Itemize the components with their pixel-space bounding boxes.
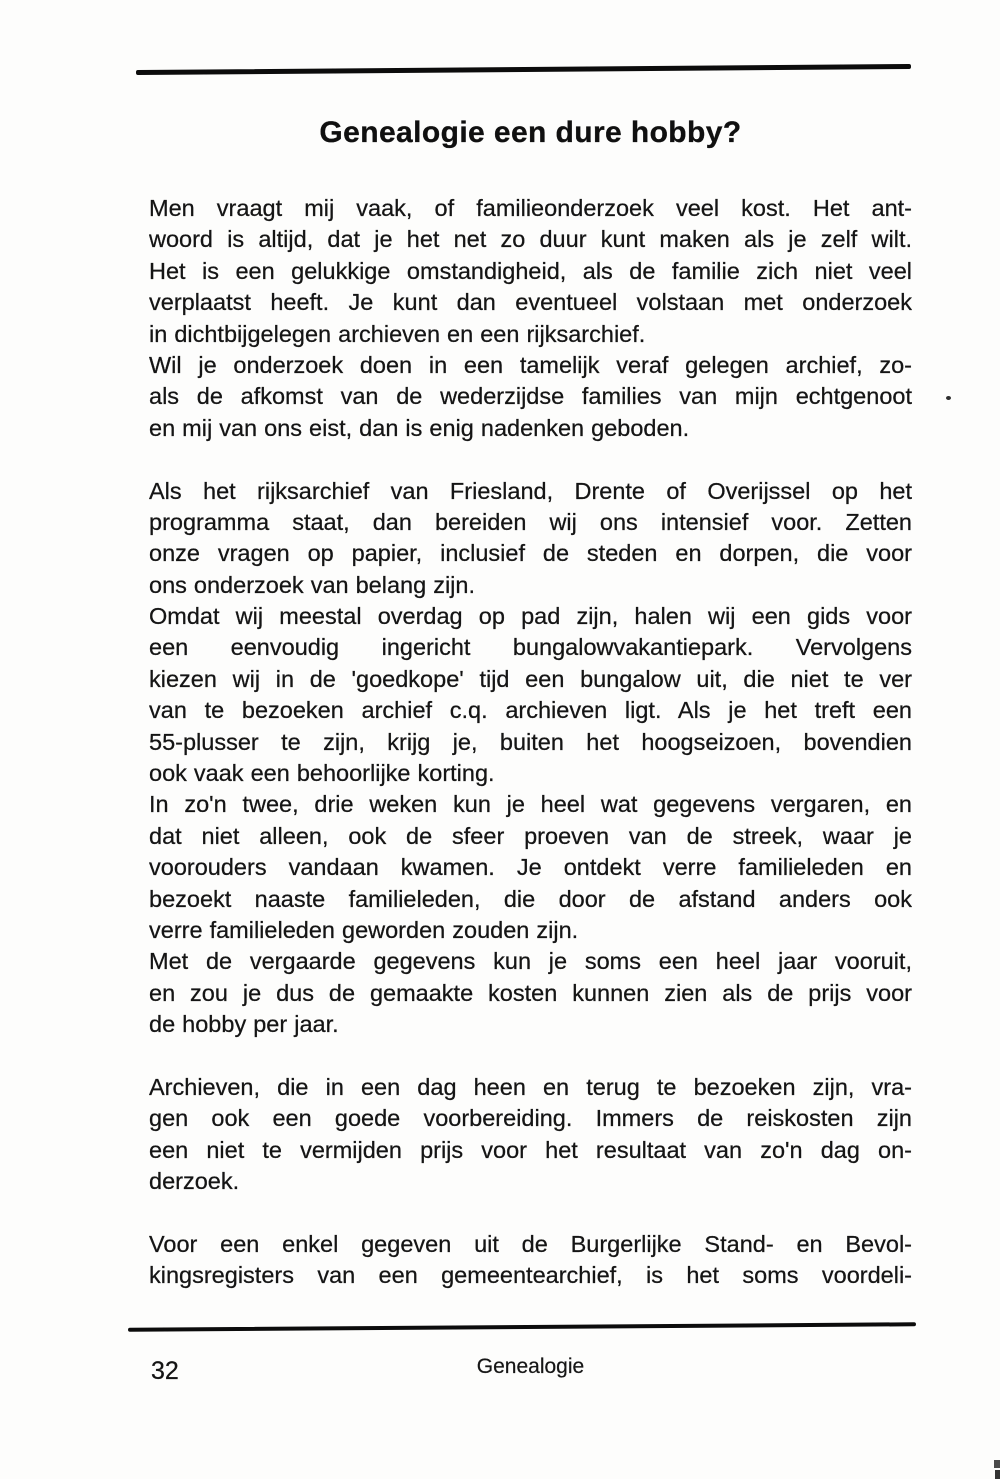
text-line: In zo'n twee, drie weken kun je heel wat gegevens vergaren, en [149,791,912,818]
paragraph [149,946,912,1040]
text-line: woord is altijd, dat je het net zo duur kunt maken als je zelf wilt. [149,226,912,253]
scan-speck-icon [994,1460,1000,1468]
paragraph [149,1072,912,1198]
text-line: verre familieleden geworden zouden zijn. [149,916,579,943]
text-line: Archieven, die in een dag heen en terug te bezoeken zijn, vra- [149,1073,912,1100]
footer-running-title: Genealogie [476,1355,585,1378]
paragraph [149,601,912,789]
text-line: ons onderzoek van belang zijn. [149,571,475,598]
text-line: Het is een gelukkige omstandigheid, als de familie zich niet veel [149,257,912,284]
text-line: gen ook een goede voorbereiding. Immers de reiskosten zijn [149,1105,912,1132]
paragraph [149,1229,912,1292]
text-line: Wil je onderzoek doen in een tamelijk veraf gelegen archief, zo- [149,351,912,378]
text-line: een eenvoudig ingericht bungalowvakantiepark. Vervolgens [149,634,912,661]
top-rule [136,64,911,75]
text-line: in dichtbijgelegen archieven en een rijksarchief. [149,320,646,347]
paragraph [149,789,912,946]
text-line: 55-plusser te zijn, krijg je, buiten het hoogseizoen, bovendien [149,728,912,755]
text-line: Omdat wij meestal overdag op pad zijn, halen wij een gids voor [149,603,912,630]
text-line: Met de vergaarde gegevens kun je soms een heel jaar vooruit, [149,948,912,975]
text-line: verplaatst heeft. Je kunt dan eventueel volstaan met onderzoek [149,289,912,316]
text-line: Voor een enkel gegeven uit de Burgerlijke Stand- en Bevol- [149,1230,912,1257]
text-line: als de afkomst van de wederzijdse families van mijn echtgenoot [149,383,912,410]
text-line: Als het rijksarchief van Friesland, Drente of Overijssel op het [149,477,912,504]
text-line: kiezen wij in de 'goedkope' tijd een bungalow uit, die niet te ver [149,665,912,692]
page-title: Genealogie een dure hobby? [319,116,742,150]
text-line: kingsregisters van een gemeentearchief, is het soms voordeli- [149,1262,912,1289]
paragraph [149,350,912,444]
paragraph [149,193,912,350]
paragraph [149,476,912,602]
text-line: en zou je dus de gemaakte kosten kunnen zien als de prijs voor [149,979,912,1006]
text-line: bezoekt naaste familieleden, die door de afstand anders ook [149,885,912,912]
text-line: derzoek. [149,1168,240,1195]
text-line: Men vraagt mij vaak, of familieonderzoek veel kost. Het ant- [149,195,912,221]
text-line: programma staat, dan bereiden wij ons intensief voor. Zetten [149,508,912,535]
scan-speck-icon [946,396,951,400]
text-line: van te bezoeken archief c.q. archieven ligt. Als je het treft een [149,697,912,724]
footer-rule [128,1322,916,1332]
text-line: een niet te vermijden prijs voor het resultaat van zo'n dag on- [149,1136,912,1163]
text-line: ook vaak een behoorlijke korting. [149,760,495,787]
text-line: de hobby per jaar. [149,1011,339,1038]
text-line: voorouders vandaan kwamen. Je ontdekt verre familieleden en [149,854,912,881]
text-line: dat niet alleen, ook de sfeer proeven van de streek, waar je [149,822,912,849]
page-number: 32 [151,1357,179,1385]
body-text [149,193,912,1292]
scan-speck-icon [995,1470,1000,1479]
text-line: en mij van ons eist, dan is enig nadenken geboden. [149,414,690,441]
text-line: onze vragen op papier, inclusief de steden en dorpen, die voor [149,540,912,567]
